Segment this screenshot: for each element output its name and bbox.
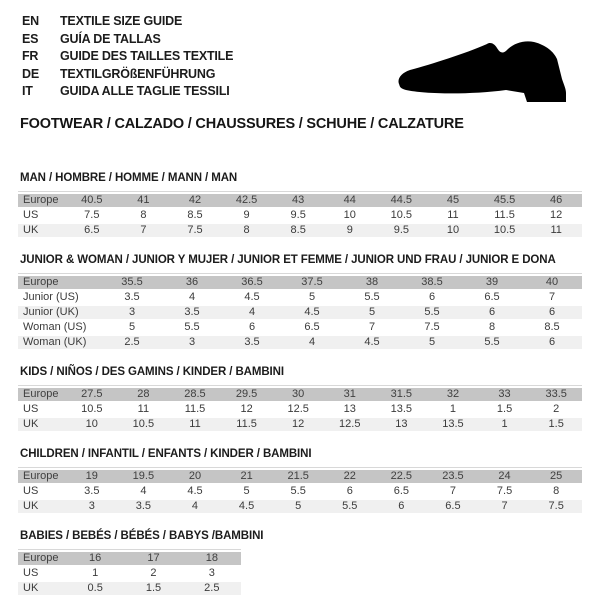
size-cell: 6 (222, 321, 282, 334)
size-cell: 4.5 (282, 306, 342, 319)
lang-code: FR (22, 49, 39, 63)
size-cell: 45.5 (479, 194, 531, 207)
size-cell: 23.5 (427, 470, 479, 483)
size-cell: 6 (522, 306, 582, 319)
size-cell: 5.5 (272, 485, 324, 498)
size-cell: 2.5 (183, 582, 241, 595)
row-label: UK (18, 224, 66, 237)
row-label: Woman (US) (18, 321, 102, 334)
size-cell: 6 (522, 336, 582, 349)
size-cell: 3.5 (102, 291, 162, 304)
size-cell: 8.5 (169, 209, 221, 222)
table-row (18, 224, 582, 237)
size-cell: 5 (342, 306, 402, 319)
size-tables (18, 172, 600, 597)
size-cell: 3.5 (162, 306, 222, 319)
size-cell: 5.5 (462, 336, 522, 349)
size-cell: 2 (530, 403, 582, 416)
size-cell: 7.5 (169, 224, 221, 237)
size-cell: 6 (402, 291, 462, 304)
lang-code: EN (22, 14, 39, 28)
size-cell: 9 (221, 209, 273, 222)
size-cell: 5 (282, 291, 342, 304)
size-cell: 13 (324, 403, 376, 416)
size-table-section-babies (18, 530, 600, 597)
size-cell: 7.5 (530, 500, 582, 513)
size-cell: 12 (221, 403, 273, 416)
size-cell: 25 (530, 470, 582, 483)
size-cell: 22.5 (376, 470, 428, 483)
size-cell: 5 (402, 336, 462, 349)
table-row (18, 500, 582, 513)
category-title: FOOTWEAR / CALZADO / CHAUSSURES / SCHUHE / CALZATURE (20, 115, 464, 132)
size-cell: 6.5 (282, 321, 342, 334)
size-cell: 6.5 (376, 485, 428, 498)
table-row (18, 567, 241, 580)
lang-code: ES (22, 31, 39, 46)
table-row (18, 321, 582, 334)
size-cell: 6 (376, 500, 428, 513)
size-cell: 22 (324, 470, 376, 483)
size-cell: 3.5 (118, 500, 170, 513)
size-cell: 20 (169, 470, 221, 483)
size-cell: 13.5 (427, 418, 479, 431)
size-cell: 10.5 (66, 403, 118, 416)
row-label: Woman (UK) (18, 336, 102, 349)
size-cell: 10.5 (118, 418, 170, 431)
size-cell: 8.5 (272, 224, 324, 237)
size-cell: 11.5 (221, 418, 273, 431)
size-cell: 46 (530, 194, 582, 207)
row-label: Europe (18, 276, 102, 289)
size-table-section-children (18, 448, 600, 515)
size-cell: 4 (162, 291, 222, 304)
size-cell: 45 (427, 194, 479, 207)
size-cell: 11.5 (169, 403, 221, 416)
lang-row-en (22, 13, 600, 31)
size-cell: 1.5 (479, 403, 531, 416)
row-label: Europe (18, 470, 66, 483)
size-cell: 37.5 (282, 276, 342, 289)
size-cell: 2.5 (102, 336, 162, 349)
table-row (18, 418, 582, 431)
size-cell: 9.5 (376, 224, 428, 237)
size-table-babies (18, 549, 241, 597)
lang-title: GUÍA DE TALLAS (60, 31, 161, 46)
size-cell: 10.5 (479, 224, 531, 237)
row-label: US (18, 485, 66, 498)
size-cell: 6 (462, 306, 522, 319)
lang-title: TEXTILGRÖßENFÜHRUNG (60, 66, 216, 81)
row-label: Europe (18, 552, 66, 565)
size-cell: 41 (118, 194, 170, 207)
size-cell: 2 (124, 567, 182, 580)
size-cell: 31.5 (376, 388, 428, 401)
size-table-children (18, 467, 582, 515)
size-cell: 1 (66, 567, 124, 580)
size-cell: 12.5 (324, 418, 376, 431)
row-label: Junior (US) (18, 291, 102, 304)
section-title: KIDS / NIÑOS / DES GAMINS / KINDER / BAMBINI (20, 365, 284, 378)
size-cell: 43 (272, 194, 324, 207)
size-cell: 44.5 (376, 194, 428, 207)
row-label: UK (18, 418, 66, 431)
size-cell: 11 (530, 224, 582, 237)
size-cell: 1.5 (530, 418, 582, 431)
size-cell: 32 (427, 388, 479, 401)
size-cell: 7.5 (479, 485, 531, 498)
row-label: US (18, 567, 66, 580)
size-cell: 8 (530, 485, 582, 498)
table-row (18, 485, 582, 498)
row-label: Europe (18, 194, 66, 207)
size-cell: 6.5 (462, 291, 522, 304)
table-row (18, 552, 241, 565)
size-table-section-man (18, 172, 600, 239)
size-cell: 42.5 (221, 194, 273, 207)
size-cell: 11 (169, 418, 221, 431)
size-cell: 27.5 (66, 388, 118, 401)
size-cell: 40.5 (66, 194, 118, 207)
size-cell: 24 (479, 470, 531, 483)
table-row (18, 336, 582, 349)
size-cell: 33 (479, 388, 531, 401)
table-row (18, 276, 582, 289)
size-cell: 33.5 (530, 388, 582, 401)
size-cell: 8.5 (522, 321, 582, 334)
size-table-section-kids (18, 366, 600, 433)
section-title: MAN / HOMBRE / HOMME / MANN / MAN (20, 171, 238, 184)
size-cell: 13 (376, 418, 428, 431)
size-cell: 6.5 (427, 500, 479, 513)
size-cell: 7 (118, 224, 170, 237)
size-cell: 0.5 (66, 582, 124, 595)
size-cell: 42 (169, 194, 221, 207)
size-cell: 7.5 (66, 209, 118, 222)
row-label: Europe (18, 388, 66, 401)
size-cell: 35.5 (102, 276, 162, 289)
size-cell: 36.5 (222, 276, 282, 289)
size-cell: 28 (118, 388, 170, 401)
size-cell: 11.5 (479, 209, 531, 222)
size-cell: 19.5 (118, 470, 170, 483)
size-cell: 13.5 (376, 403, 428, 416)
size-cell: 5 (272, 500, 324, 513)
size-cell: 8 (462, 321, 522, 334)
size-cell: 4 (169, 500, 221, 513)
size-cell: 38 (342, 276, 402, 289)
size-cell: 12.5 (272, 403, 324, 416)
size-table-man (18, 191, 582, 239)
size-cell: 1 (479, 418, 531, 431)
size-cell: 3.5 (222, 336, 282, 349)
size-cell: 31 (324, 388, 376, 401)
row-label: Junior (UK) (18, 306, 102, 319)
size-cell: 18 (183, 552, 241, 565)
size-cell: 5.5 (342, 291, 402, 304)
size-cell: 4.5 (169, 485, 221, 498)
table-row (18, 403, 582, 416)
row-label: US (18, 403, 66, 416)
table-row (18, 194, 582, 207)
table-row (18, 306, 582, 319)
size-cell: 5 (221, 485, 273, 498)
size-cell: 3 (66, 500, 118, 513)
size-cell: 9 (324, 224, 376, 237)
size-cell: 1 (427, 403, 479, 416)
size-cell: 3 (162, 336, 222, 349)
table-row (18, 388, 582, 401)
size-cell: 4 (282, 336, 342, 349)
size-cell: 5.5 (162, 321, 222, 334)
size-cell: 4.5 (221, 500, 273, 513)
size-cell: 7 (522, 291, 582, 304)
size-cell: 16 (66, 552, 124, 565)
lang-title: GUIDA ALLE TAGLIE TESSILI (60, 84, 230, 98)
size-cell: 3.5 (66, 485, 118, 498)
size-cell: 10 (66, 418, 118, 431)
size-cell: 3 (102, 306, 162, 319)
size-cell: 17 (124, 552, 182, 565)
lang-code: DE (22, 66, 39, 81)
size-cell: 6 (324, 485, 376, 498)
size-cell: 10.5 (376, 209, 428, 222)
size-cell: 28.5 (169, 388, 221, 401)
size-cell: 10 (427, 224, 479, 237)
size-cell: 29.5 (221, 388, 273, 401)
size-cell: 39 (462, 276, 522, 289)
size-cell: 11 (118, 403, 170, 416)
section-title: JUNIOR & WOMAN / JUNIOR Y MUJER / JUNIOR ET FEMME / JUNIOR UND FRAU / JUNIOR E DONA (20, 253, 556, 266)
size-cell: 4.5 (342, 336, 402, 349)
dress-shoe-icon (394, 39, 572, 109)
size-cell: 7 (427, 485, 479, 498)
size-cell: 12 (530, 209, 582, 222)
size-cell: 1.5 (124, 582, 182, 595)
section-title: CHILDREN / INFANTIL / ENFANTS / KINDER / BAMBINI (20, 447, 312, 460)
size-cell: 38.5 (402, 276, 462, 289)
size-cell: 7 (479, 500, 531, 513)
size-cell: 12 (272, 418, 324, 431)
lang-title: TEXTILE SIZE GUIDE (60, 14, 183, 28)
table-row (18, 470, 582, 483)
row-label: UK (18, 500, 66, 513)
size-cell: 5 (102, 321, 162, 334)
lang-code: IT (22, 84, 33, 98)
size-cell: 4.5 (222, 291, 282, 304)
size-cell: 21 (221, 470, 273, 483)
section-title: BABIES / BEBÉS / BÉBÉS / BABYS /BAMBINI (20, 529, 264, 542)
table-row (18, 209, 582, 222)
row-label: US (18, 209, 66, 222)
size-table-junior-woman (18, 273, 582, 351)
size-cell: 19 (66, 470, 118, 483)
size-cell: 5.5 (324, 500, 376, 513)
size-cell: 7 (342, 321, 402, 334)
size-cell: 5.5 (402, 306, 462, 319)
size-table-section-junior-woman (18, 254, 600, 351)
size-cell: 6.5 (66, 224, 118, 237)
size-cell: 36 (162, 276, 222, 289)
size-cell: 40 (522, 276, 582, 289)
size-cell: 10 (324, 209, 376, 222)
size-cell: 11 (427, 209, 479, 222)
table-row (18, 582, 241, 595)
size-cell: 7.5 (402, 321, 462, 334)
size-cell: 9.5 (272, 209, 324, 222)
size-cell: 8 (221, 224, 273, 237)
size-cell: 21.5 (272, 470, 324, 483)
size-cell: 4 (222, 306, 282, 319)
size-table-kids (18, 385, 582, 433)
size-cell: 3 (183, 567, 241, 580)
size-cell: 8 (118, 209, 170, 222)
lang-title: GUIDE DES TAILLES TEXTILE (60, 49, 234, 63)
size-cell: 4 (118, 485, 170, 498)
size-cell: 30 (272, 388, 324, 401)
table-row (18, 291, 582, 304)
size-cell: 44 (324, 194, 376, 207)
row-label: UK (18, 582, 66, 595)
